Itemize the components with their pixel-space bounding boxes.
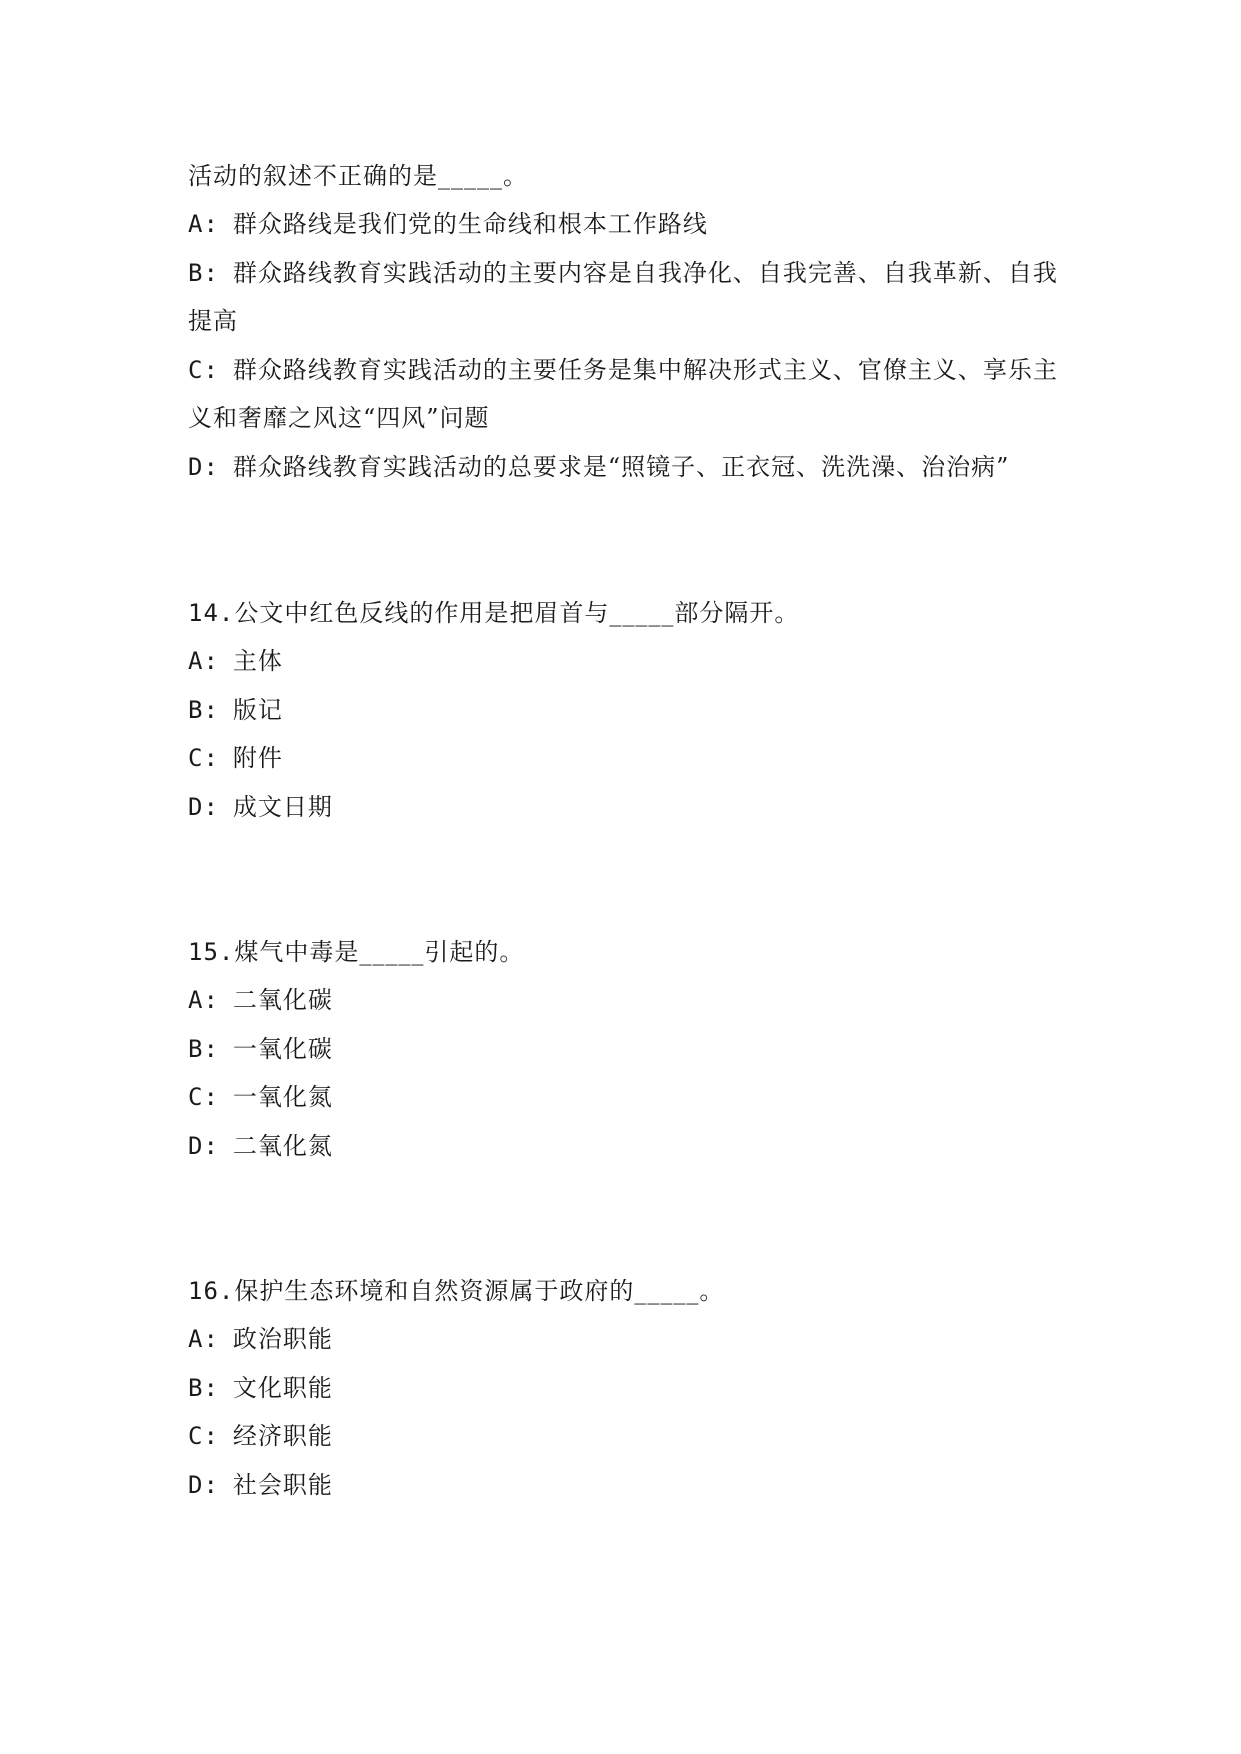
- option-letter: B:: [188, 259, 219, 287]
- q16-option-c: [188, 1420, 1068, 1452]
- q14-option-d: [188, 791, 1068, 823]
- option-letter: B:: [188, 1374, 219, 1402]
- q13-option-d: [188, 451, 1068, 483]
- option-text: 群众路线是我们党的生命线和根本工作路线: [232, 210, 708, 238]
- question-text: 煤气中毒是_____引起的。: [234, 938, 525, 966]
- option-letter: A:: [188, 986, 219, 1014]
- question-text: 保护生态环境和自然资源属于政府的_____。: [234, 1277, 725, 1305]
- option-text: 政治职能: [232, 1325, 333, 1353]
- option-letter: D:: [188, 1132, 219, 1160]
- option-text: 主体: [232, 647, 283, 675]
- q13-stem-tail: 活动的叙述不正确的是_____。: [188, 162, 528, 190]
- option-letter: D:: [188, 1471, 219, 1499]
- q16-option-b: [188, 1372, 1068, 1404]
- q15-stem: [188, 936, 1068, 968]
- option-text: 群众路线教育实践活动的主要内容是自我净化、自我完善、自我革新、自我: [232, 259, 1058, 287]
- q13-option-b-cont: 提高: [188, 307, 238, 335]
- q14-option-b: [188, 694, 1068, 726]
- option-text: 社会职能: [232, 1471, 333, 1499]
- option-letter: B:: [188, 696, 219, 724]
- option-letter: A:: [188, 1325, 219, 1353]
- question-number: 15.: [188, 938, 235, 966]
- option-letter: C:: [188, 1083, 219, 1111]
- option-letter: C:: [188, 356, 219, 384]
- option-letter: C:: [188, 1422, 219, 1450]
- q13-option-a: [188, 208, 1068, 240]
- q14-option-a: [188, 645, 1068, 677]
- q15-option-a: [188, 984, 1068, 1016]
- option-text: 群众路线教育实践活动的总要求是“照镜子、正衣冠、洗洗澡、治治病”: [232, 453, 1010, 481]
- q15-option-c: [188, 1081, 1068, 1113]
- q16-option-a: [188, 1323, 1068, 1355]
- q13-option-c: [188, 354, 1068, 386]
- q15-option-d: [188, 1130, 1068, 1162]
- option-text: 文化职能: [232, 1374, 333, 1402]
- option-letter: B:: [188, 1035, 219, 1063]
- option-text: 一氧化碳: [232, 1035, 333, 1063]
- q14-stem: [188, 597, 1068, 629]
- question-text: 公文中红色反线的作用是把眉首与_____部分隔开。: [234, 599, 800, 627]
- option-text: 群众路线教育实践活动的主要任务是集中解决形式主义、官僚主义、享乐主: [232, 356, 1058, 384]
- option-letter: A:: [188, 647, 219, 675]
- option-text: 附件: [232, 744, 283, 772]
- q13-option-c-cont: 义和奢靡之风这“四风”问题: [188, 404, 490, 432]
- option-text: 二氧化碳: [232, 986, 333, 1014]
- option-text: 经济职能: [232, 1422, 333, 1450]
- option-letter: D:: [188, 453, 219, 481]
- option-text: 版记: [232, 696, 283, 724]
- q14-option-c: [188, 742, 1068, 774]
- question-number: 14.: [188, 599, 235, 627]
- option-text: 二氧化氮: [232, 1132, 333, 1160]
- question-number: 16.: [188, 1277, 235, 1305]
- option-letter: D:: [188, 793, 219, 821]
- option-text: 一氧化氮: [232, 1083, 333, 1111]
- option-letter: A:: [188, 210, 219, 238]
- option-text: 成文日期: [232, 793, 333, 821]
- q13-option-b: [188, 257, 1068, 289]
- q16-stem: [188, 1275, 1068, 1307]
- q16-option-d: [188, 1469, 1068, 1501]
- q15-option-b: [188, 1033, 1068, 1065]
- option-letter: C:: [188, 744, 219, 772]
